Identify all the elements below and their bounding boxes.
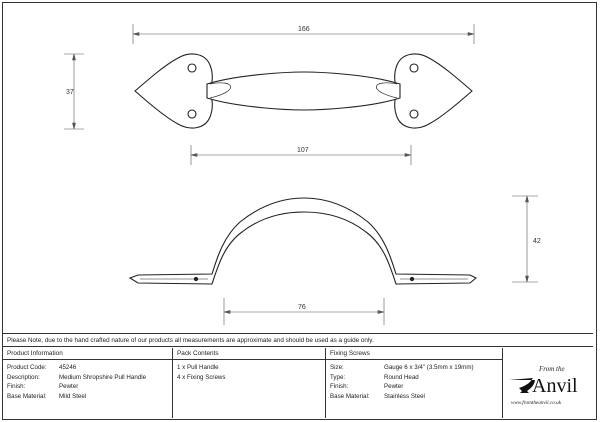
inner-span-label: 76 (298, 304, 306, 311)
pack-contents-heading: Pack Contents (173, 348, 325, 360)
spec-row: Product Code: 45246 (7, 364, 77, 371)
pack-item: 1 x Pull Handle (177, 364, 219, 371)
product-information-heading: Product Information (3, 348, 172, 360)
handle-side-view (130, 198, 476, 284)
screw-hole (188, 110, 196, 118)
left-heart-plate (135, 54, 212, 128)
spec-row: Finish: Pewter (330, 383, 404, 390)
screw-hole (410, 277, 413, 280)
spec-row: Size: Gauge 6 x 3/4" (3.5mm x 19mm) (330, 364, 474, 371)
product-information-column (3, 348, 173, 418)
logo-url: www.fromtheanvil.co.uk (511, 400, 561, 406)
spec-row: Description: Medium Shropshire Pull Handle (7, 373, 147, 381)
grip-length-label: 107 (297, 147, 309, 154)
handle-top-view (135, 54, 472, 128)
logo-brand: Anvil (532, 375, 578, 397)
screw-hole (410, 110, 418, 118)
fixing-screws-heading: Fixing Screws (326, 348, 502, 360)
spec-row: Base Material: Mild Steel (7, 392, 87, 400)
top-height-label: 37 (66, 89, 74, 96)
screw-hole (188, 64, 196, 72)
pack-contents-column (173, 348, 326, 418)
right-heart-plate (395, 54, 472, 128)
side-height-label: 42 (533, 238, 541, 245)
inner-span-dimension (224, 298, 384, 325)
disclaimer-note: Please Note, due to the hand crafted nature of our products all measurements are approximate and should be used as a guide only. (3, 333, 593, 347)
pack-item: 4 x Fixing Screws (177, 373, 226, 381)
from-the-anvil-logo (505, 358, 591, 414)
fixing-screws-column (326, 348, 503, 418)
logo-tagline: From the (539, 365, 565, 373)
overall-length-label: 166 (298, 26, 310, 33)
spec-row: Base Material: Stainless Steel (330, 392, 425, 400)
screw-hole (194, 277, 197, 280)
screw-hole (410, 64, 418, 72)
grip-bar (207, 72, 400, 110)
spec-row: Type: Round Head (330, 373, 419, 381)
spec-row: Finish: Pewter (7, 383, 79, 390)
